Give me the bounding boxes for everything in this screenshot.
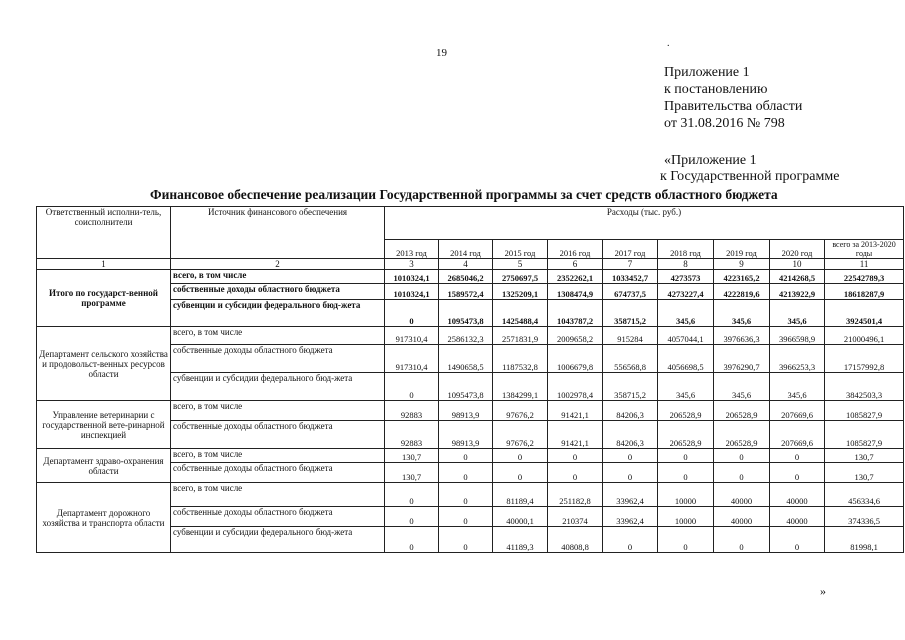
department-name: Управление ветеринарии с государственной вете-ринарной инспекцией — [37, 401, 171, 449]
value-cell: 4214268,5 — [770, 270, 825, 284]
value-cell: 40808,8 — [548, 527, 603, 553]
value-cell: 130,7 — [385, 463, 439, 483]
column-number: 10 — [770, 259, 825, 270]
value-cell: 251182,8 — [548, 483, 603, 507]
department-name: Департамент здраво-охранения области — [37, 449, 171, 483]
table-row — [37, 483, 904, 507]
total-cell: 17157992,8 — [825, 345, 904, 373]
value-cell: 674737,5 — [603, 284, 658, 300]
appendix-line: к Государственной программе — [660, 169, 840, 184]
value-cell: 206528,9 — [714, 401, 770, 421]
header-expenses: Расходы (тыс. руб.) — [385, 207, 904, 240]
header-year: 2015 год — [493, 240, 548, 259]
value-cell: 33962,4 — [603, 507, 658, 527]
column-number: 6 — [548, 259, 603, 270]
value-cell: 92883 — [385, 401, 439, 421]
value-cell: 0 — [385, 373, 439, 401]
value-cell: 0 — [603, 449, 658, 463]
column-number: 11 — [825, 259, 904, 270]
funding-source: субвенции и субсидии федерального бюд-жета — [171, 373, 385, 401]
value-cell: 915284 — [603, 327, 658, 345]
value-cell: 0 — [714, 527, 770, 553]
value-cell: 1490658,5 — [439, 345, 493, 373]
value-cell: 3966598,9 — [770, 327, 825, 345]
value-cell: 10000 — [658, 483, 714, 507]
header-year: 2019 год — [714, 240, 770, 259]
value-cell: 98913,9 — [439, 401, 493, 421]
value-cell: 4273227,4 — [658, 284, 714, 300]
appendix-resolution-block — [664, 64, 802, 132]
page-number: 19 — [436, 47, 447, 59]
value-cell: 2009658,2 — [548, 327, 603, 345]
header-source: Источник финансового обеспечения — [171, 207, 385, 259]
total-cell: 3924501,4 — [825, 300, 904, 327]
value-cell: 0 — [385, 527, 439, 553]
header-year: 2017 год — [603, 240, 658, 259]
value-cell: 40000 — [770, 483, 825, 507]
value-cell: 1308474,9 — [548, 284, 603, 300]
total-cell: 3842503,3 — [825, 373, 904, 401]
document-title: Финансовое обеспечение реализации Государственной программы за счет средств областного бюджета — [150, 187, 778, 202]
table-row — [37, 401, 904, 421]
value-cell: 206528,9 — [658, 401, 714, 421]
value-cell: 84206,3 — [603, 421, 658, 449]
value-cell: 1033452,7 — [603, 270, 658, 284]
table-body — [37, 270, 904, 553]
value-cell: 40000 — [770, 507, 825, 527]
value-cell: 1384299,1 — [493, 373, 548, 401]
value-cell: 0 — [385, 483, 439, 507]
value-cell: 1325209,1 — [493, 284, 548, 300]
value-cell: 2685046,2 — [439, 270, 493, 284]
table-row — [37, 449, 904, 463]
value-cell: 0 — [385, 507, 439, 527]
header-year: 2018 год — [658, 240, 714, 259]
value-cell: 2352262,1 — [548, 270, 603, 284]
value-cell: 0 — [714, 449, 770, 463]
funding-source: всего, в том числе — [171, 270, 385, 284]
total-cell: 1085827,9 — [825, 401, 904, 421]
total-cell: 130,7 — [825, 449, 904, 463]
value-cell: 4222819,6 — [714, 284, 770, 300]
value-cell: 91421,1 — [548, 401, 603, 421]
funding-source: субвенции и субсидии федерального бюд-жета — [171, 300, 385, 327]
value-cell: 0 — [714, 463, 770, 483]
value-cell: 917310,4 — [385, 327, 439, 345]
value-cell: 40000 — [714, 483, 770, 507]
value-cell: 1010324,1 — [385, 284, 439, 300]
total-cell: 374336,5 — [825, 507, 904, 527]
value-cell: 41189,3 — [493, 527, 548, 553]
value-cell: 0 — [770, 463, 825, 483]
value-cell: 0 — [658, 463, 714, 483]
funding-source: всего, в том числе — [171, 401, 385, 421]
value-cell: 0 — [493, 449, 548, 463]
value-cell: 98913,9 — [439, 421, 493, 449]
value-cell: 92883 — [385, 421, 439, 449]
value-cell: 1043787,2 — [548, 300, 603, 327]
value-cell: 1095473,8 — [439, 300, 493, 327]
value-cell: 0 — [439, 449, 493, 463]
total-cell: 18618287,9 — [825, 284, 904, 300]
value-cell: 1425488,4 — [493, 300, 548, 327]
value-cell: 3976290,7 — [714, 345, 770, 373]
column-number: 4 — [439, 259, 493, 270]
value-cell: 0 — [493, 463, 548, 483]
financing-table — [36, 206, 904, 553]
value-cell: 210374 — [548, 507, 603, 527]
total-cell: 130,7 — [825, 463, 904, 483]
value-cell: 0 — [439, 507, 493, 527]
value-cell: 345,6 — [714, 300, 770, 327]
funding-source: собственные доходы областного бюджета — [171, 421, 385, 449]
header-responsible: Ответственный исполни-тель, соисполнители — [37, 207, 171, 259]
appendix-line: к постановлению — [664, 82, 768, 97]
column-number: 5 — [493, 259, 548, 270]
value-cell: 2586132,3 — [439, 327, 493, 345]
value-cell: 97676,2 — [493, 421, 548, 449]
total-cell: 81998,1 — [825, 527, 904, 553]
value-cell: 40000 — [714, 507, 770, 527]
column-number: 2 — [171, 259, 385, 270]
value-cell: 1006679,8 — [548, 345, 603, 373]
value-cell: 358715,2 — [603, 300, 658, 327]
header-year: 2014 год — [439, 240, 493, 259]
value-cell: 207669,6 — [770, 401, 825, 421]
header-year: 2016 год — [548, 240, 603, 259]
value-cell: 40000,1 — [493, 507, 548, 527]
total-cell: 1085827,9 — [825, 421, 904, 449]
column-number: 1 — [37, 259, 171, 270]
value-cell: 0 — [439, 527, 493, 553]
department-name: Итого по государст-венной программе — [37, 270, 171, 327]
funding-source: всего, в том числе — [171, 449, 385, 463]
value-cell: 206528,9 — [714, 421, 770, 449]
appendix-program-block — [660, 153, 840, 185]
department-name: Департамент сельского хозяйства и продовольст-венных ресурсов области — [37, 327, 171, 401]
value-cell: 345,6 — [714, 373, 770, 401]
value-cell: 345,6 — [770, 373, 825, 401]
value-cell: 84206,3 — [603, 401, 658, 421]
value-cell: 1002978,4 — [548, 373, 603, 401]
value-cell: 1589572,4 — [439, 284, 493, 300]
value-cell: 917310,4 — [385, 345, 439, 373]
funding-source: собственные доходы областного бюджета — [171, 463, 385, 483]
value-cell: 0 — [603, 463, 658, 483]
value-cell: 0 — [439, 483, 493, 507]
value-cell: 4056698,5 — [658, 345, 714, 373]
value-cell: 207669,6 — [770, 421, 825, 449]
appendix-line: «Приложение 1 — [664, 153, 757, 168]
funding-source: собственные доходы областного бюджета — [171, 345, 385, 373]
header-year: 2013 год — [385, 240, 439, 259]
value-cell: 1010324,1 — [385, 270, 439, 284]
value-cell: 4273573 — [658, 270, 714, 284]
appendix-line: от 31.08.2016 № 798 — [664, 116, 785, 131]
value-cell: 358715,2 — [603, 373, 658, 401]
value-cell: 345,6 — [658, 300, 714, 327]
appendix-line: Приложение 1 — [664, 65, 750, 80]
funding-source: всего, в том числе — [171, 327, 385, 345]
value-cell: 3966253,3 — [770, 345, 825, 373]
value-cell: 4213922,9 — [770, 284, 825, 300]
value-cell: 10000 — [658, 507, 714, 527]
value-cell: 206528,9 — [658, 421, 714, 449]
value-cell: 1187532,8 — [493, 345, 548, 373]
value-cell: 4057044,1 — [658, 327, 714, 345]
total-cell: 21000496,1 — [825, 327, 904, 345]
table-row — [37, 327, 904, 345]
department-name: Департамент дорожного хозяйства и транспорта области — [37, 483, 171, 553]
value-cell: 345,6 — [770, 300, 825, 327]
value-cell: 81189,4 — [493, 483, 548, 507]
value-cell: 0 — [439, 463, 493, 483]
value-cell: 0 — [385, 300, 439, 327]
total-cell: 456334,6 — [825, 483, 904, 507]
value-cell: 0 — [658, 527, 714, 553]
appendix-line: Правительства области — [664, 99, 803, 114]
value-cell: 1095473,8 — [439, 373, 493, 401]
value-cell: 4223165,2 — [714, 270, 770, 284]
value-cell: 0 — [770, 449, 825, 463]
table-row — [37, 270, 904, 284]
value-cell: 0 — [770, 527, 825, 553]
scan-dot: . — [667, 38, 670, 49]
value-cell: 97676,2 — [493, 401, 548, 421]
value-cell: 345,6 — [658, 373, 714, 401]
closing-quote: » — [820, 584, 826, 598]
value-cell: 3976636,3 — [714, 327, 770, 345]
column-number: 8 — [658, 259, 714, 270]
column-number: 7 — [603, 259, 658, 270]
value-cell: 0 — [548, 463, 603, 483]
column-number-row — [37, 259, 904, 270]
funding-source: собственные доходы областного бюджета — [171, 284, 385, 300]
value-cell: 0 — [603, 527, 658, 553]
column-number: 9 — [714, 259, 770, 270]
value-cell: 91421,1 — [548, 421, 603, 449]
value-cell: 130,7 — [385, 449, 439, 463]
column-number: 3 — [385, 259, 439, 270]
value-cell: 556568,8 — [603, 345, 658, 373]
total-cell: 22542789,3 — [825, 270, 904, 284]
value-cell: 0 — [548, 449, 603, 463]
value-cell: 0 — [658, 449, 714, 463]
funding-source: субвенции и субсидии федерального бюд-жета — [171, 527, 385, 553]
header-total: всего за 2013-2020 годы — [825, 240, 904, 259]
header-year: 2020 год — [770, 240, 825, 259]
funding-source: собственные доходы областного бюджета — [171, 507, 385, 527]
value-cell: 2750697,5 — [493, 270, 548, 284]
value-cell: 2571831,9 — [493, 327, 548, 345]
value-cell: 33962,4 — [603, 483, 658, 507]
funding-source: всего, в том числе — [171, 483, 385, 507]
